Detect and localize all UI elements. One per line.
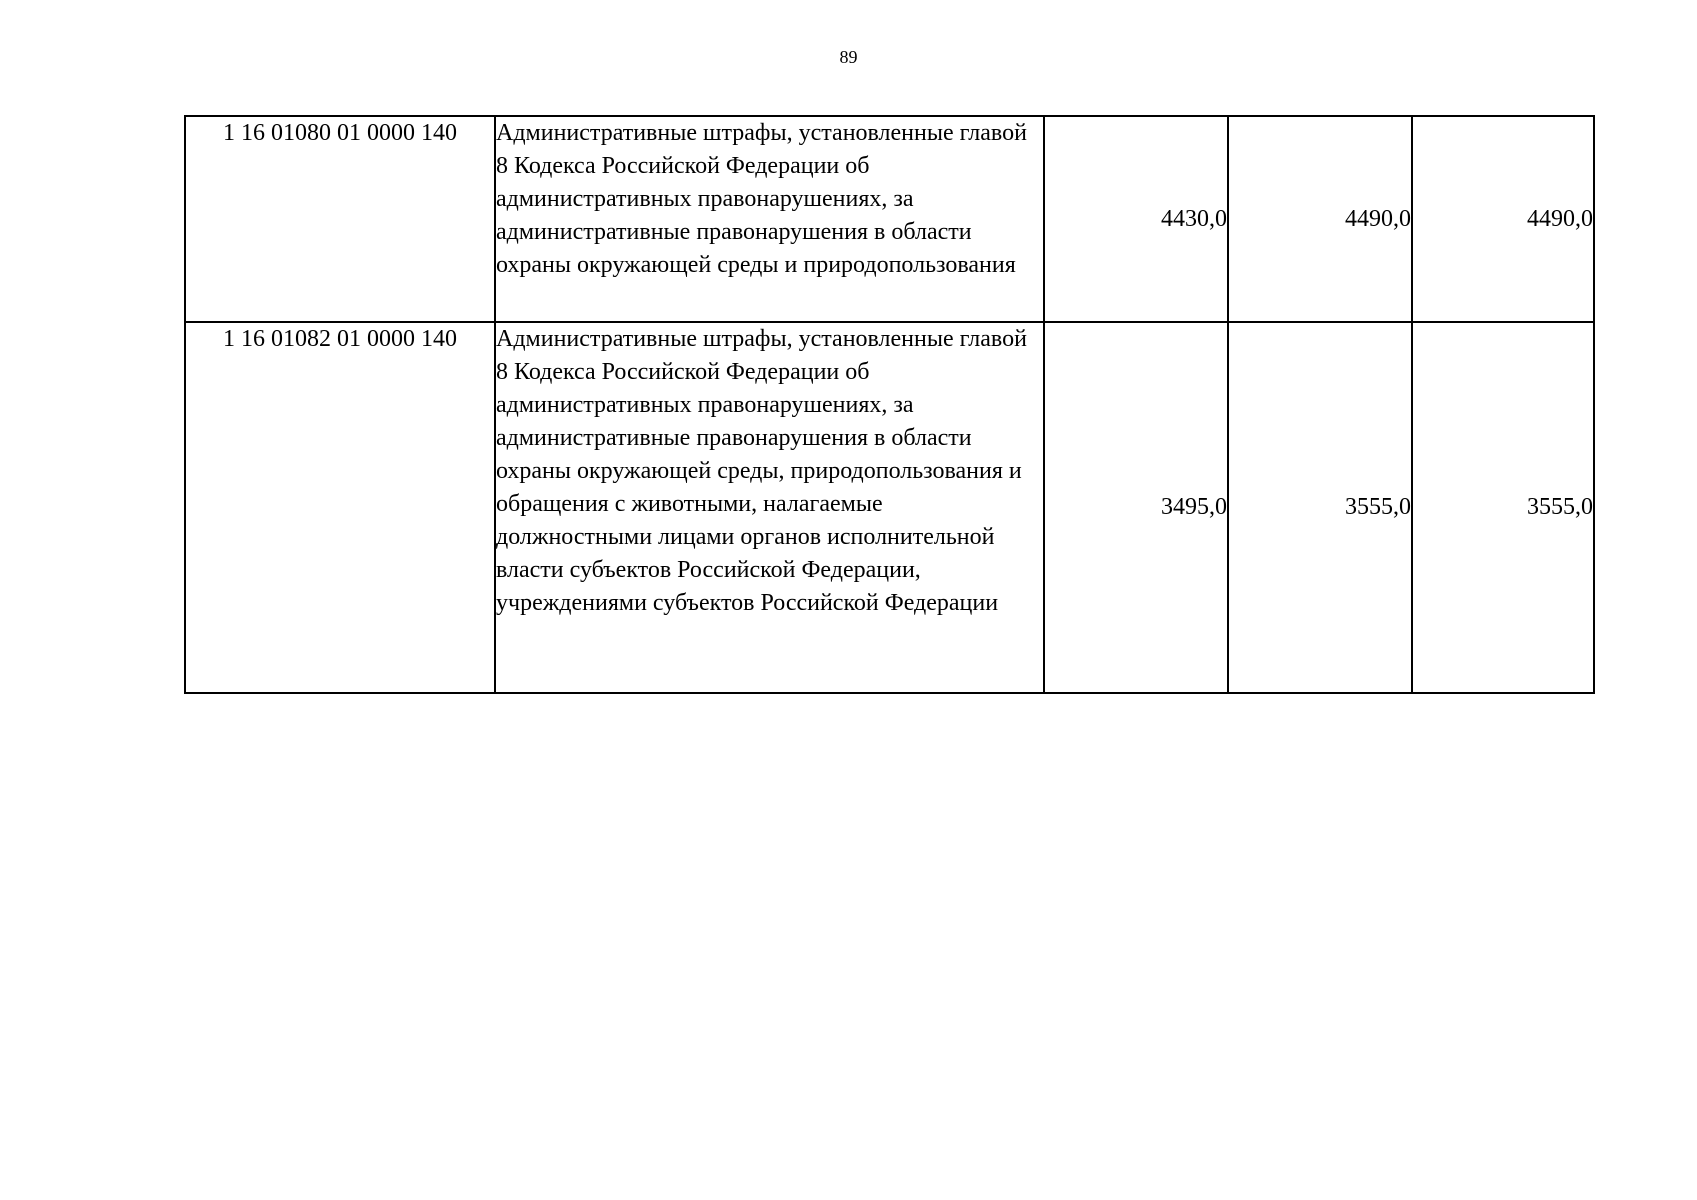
amount-year-2: 4490,0 bbox=[1228, 116, 1412, 322]
amount-year-1: 3495,0 bbox=[1044, 322, 1228, 693]
budget-classification-code: 1 16 01080 01 0000 140 bbox=[185, 116, 495, 322]
amount-year-1: 4430,0 bbox=[1044, 116, 1228, 322]
revenue-description: Административные штрафы, установленные главой 8 Кодекса Российской Федерации об административных правонарушениях, за административные правонарушения в области охраны окружающей среды, природопользования и обращения с животными, налагаемые должностными лицами органов исполнительной власти субъектов Российской Федерации, учреждениями субъектов Российской Федерации bbox=[495, 322, 1044, 693]
page-number: 89 bbox=[839, 47, 858, 67]
budget-revenue-table bbox=[184, 115, 1595, 694]
table-row bbox=[185, 116, 1594, 322]
amount-year-3: 4490,0 bbox=[1412, 116, 1594, 322]
amount-year-3: 3555,0 bbox=[1412, 322, 1594, 693]
revenue-description: Административные штрафы, установленные главой 8 Кодекса Российской Федерации об административных правонарушениях, за административные правонарушения в области охраны окружающей среды и природопользования bbox=[495, 116, 1044, 322]
amount-year-2: 3555,0 bbox=[1228, 322, 1412, 693]
table-row bbox=[185, 322, 1594, 693]
budget-classification-code: 1 16 01082 01 0000 140 bbox=[185, 322, 495, 693]
